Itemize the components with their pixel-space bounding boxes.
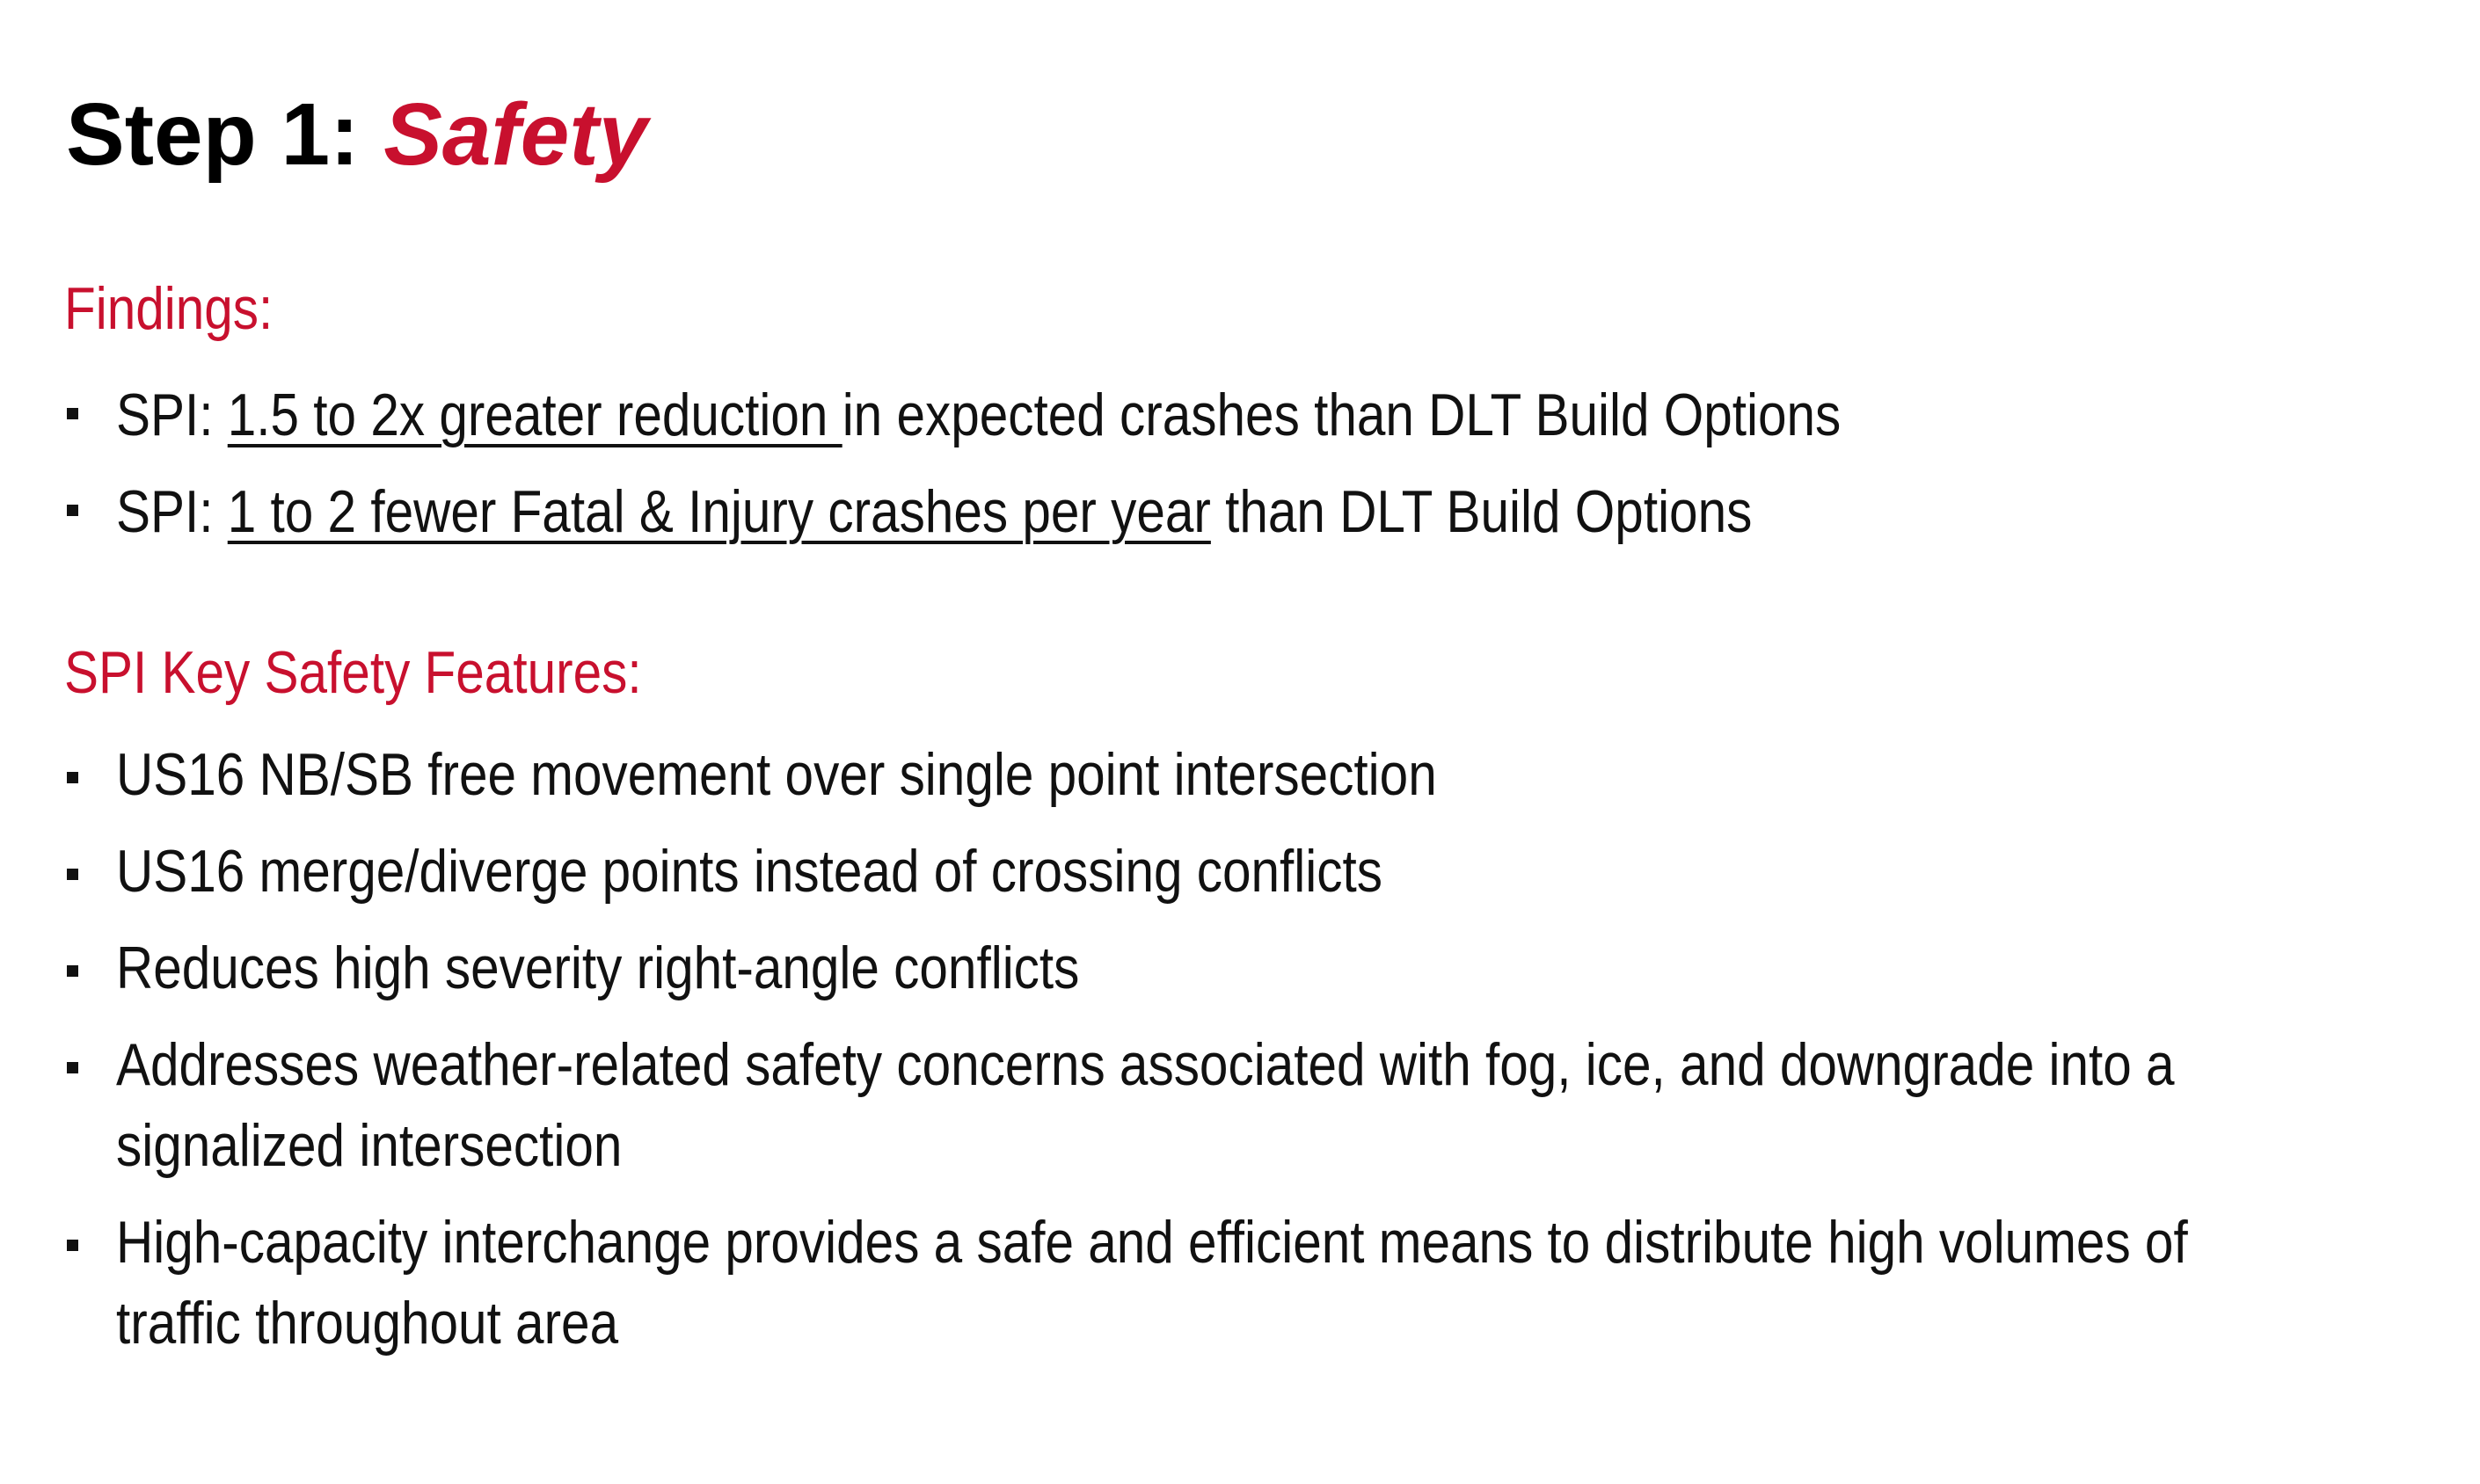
feature-item-text-line: traffic throughout area <box>116 1290 619 1357</box>
features-list <box>0 734 2251 1379</box>
bullet-icon <box>67 1062 78 1073</box>
findings-item <box>0 464 2251 561</box>
findings-item-lead: SPI: <box>116 478 228 545</box>
feature-item <box>0 831 2251 912</box>
features-heading: SPI Key Safety Features: <box>64 639 642 706</box>
feature-item <box>0 928 2251 1008</box>
title-prefix: Step 1: <box>66 85 384 184</box>
bullet-icon <box>67 772 78 783</box>
findings-item-highlight: 1.5 to 2x greater reduction <box>227 382 842 448</box>
findings-item <box>0 367 2251 464</box>
feature-item <box>0 734 2251 815</box>
findings-list <box>0 367 2251 561</box>
findings-item-text <box>116 464 1952 552</box>
findings-item-text <box>116 367 1952 455</box>
feature-item <box>0 1202 2251 1364</box>
bullet-icon <box>67 965 78 977</box>
findings-item-lead: SPI: <box>116 382 228 448</box>
bullet-icon <box>67 408 78 419</box>
bullet-icon <box>67 1240 78 1251</box>
findings-heading: Findings: <box>64 275 274 342</box>
feature-item-text: US16 merge/diverge points instead of crossing conflicts <box>116 838 1382 905</box>
feature-item-text: US16 NB/SB free movement over single point intersection <box>116 741 1437 808</box>
feature-item <box>0 1024 2251 1186</box>
feature-item-text: Reduces high severity right-angle conflicts <box>116 935 1080 1001</box>
findings-item-rest: than DLT Build Options <box>1210 478 1753 545</box>
feature-item-text-line: High-capacity interchange provides a safe and efficient means to distribute high volumes of <box>116 1209 2188 1276</box>
bullet-icon <box>67 505 78 516</box>
slide-title <box>66 77 647 192</box>
title-accent: Safety <box>383 85 648 184</box>
findings-item-rest: in expected crashes than DLT Build Options <box>842 382 1842 448</box>
findings-item-highlight: 1 to 2 fewer Fatal & Injury crashes per year <box>227 478 1211 545</box>
bullet-icon <box>67 869 78 880</box>
feature-item-text-line: signalized intersection <box>116 1112 623 1179</box>
feature-item-text-line: Addresses weather-related safety concerns associated with fog, ice, and downgrade into a <box>116 1031 2175 1098</box>
